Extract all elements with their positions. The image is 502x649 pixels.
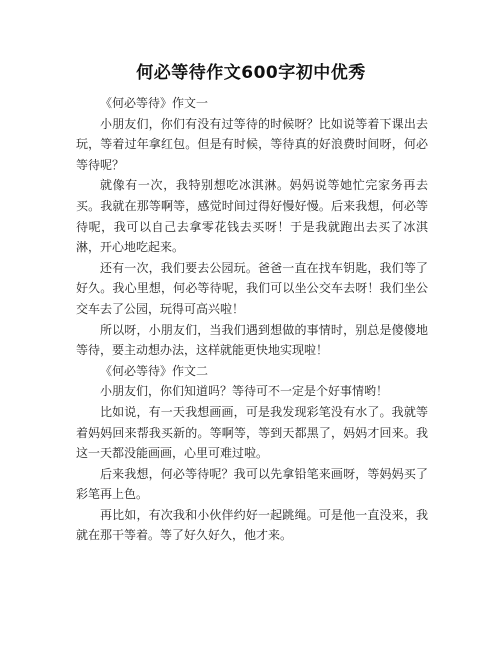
paragraph: 小朋友们，你们有没有过等待的时候呀？比如说等着下课出去玩，等着过年拿红包。但是有时候，等待真的好浪费时间呀，何必等待呢？	[76, 116, 428, 172]
paragraph-essay2-heading: 《何必等待》作文二	[100, 363, 209, 378]
paragraph: 小朋友们，你们知道吗？等待可不一定是个好事情哟！	[100, 384, 389, 399]
document-body	[76, 93, 428, 546]
paragraph: 再比如，有次我和小伙伴约好一起跳绳。可是他一直没来，我就在那干等着。等了好久好久，他才来。	[76, 507, 428, 543]
paragraph: 就像有一次，我特别想吃冰淇淋。妈妈说等她忙完家务再去买。我就在那等啊等，感觉时间过得好慢好慢。后来我想，何必等待呢，我可以自己去拿零花钱去买呀！于是我就跑出去买了冰淇淋，开心地吃起来。	[76, 178, 428, 255]
document-title: 何必等待作文600字初中优秀	[136, 63, 366, 83]
paragraph-essay1-heading: 《何必等待》作文一	[100, 96, 209, 110]
paragraph: 后来我想，何必等待呢？我可以先拿铅笔来画呀，等妈妈买了彩笔再上色。	[76, 466, 428, 502]
paragraph: 还有一次，我们要去公园玩。爸爸一直在找车钥匙，我们等了好久。我心里想，何必等待呢，我们可以坐公交车去呀！我们坐公交车去了公园，玩得可高兴啦！	[76, 260, 428, 316]
paragraph: 所以呀，小朋友们，当我们遇到想做的事情时，别总是傻傻地等待，要主动想办法，这样就能更快地实现啦！	[76, 322, 428, 358]
paragraph: 比如说，有一天我想画画，可是我发现彩笔没有水了。我就等着妈妈回来帮我买新的。等啊等，等到天都黑了，妈妈才回来。我这一天都没能画画，心里可难过啦。	[76, 404, 428, 461]
